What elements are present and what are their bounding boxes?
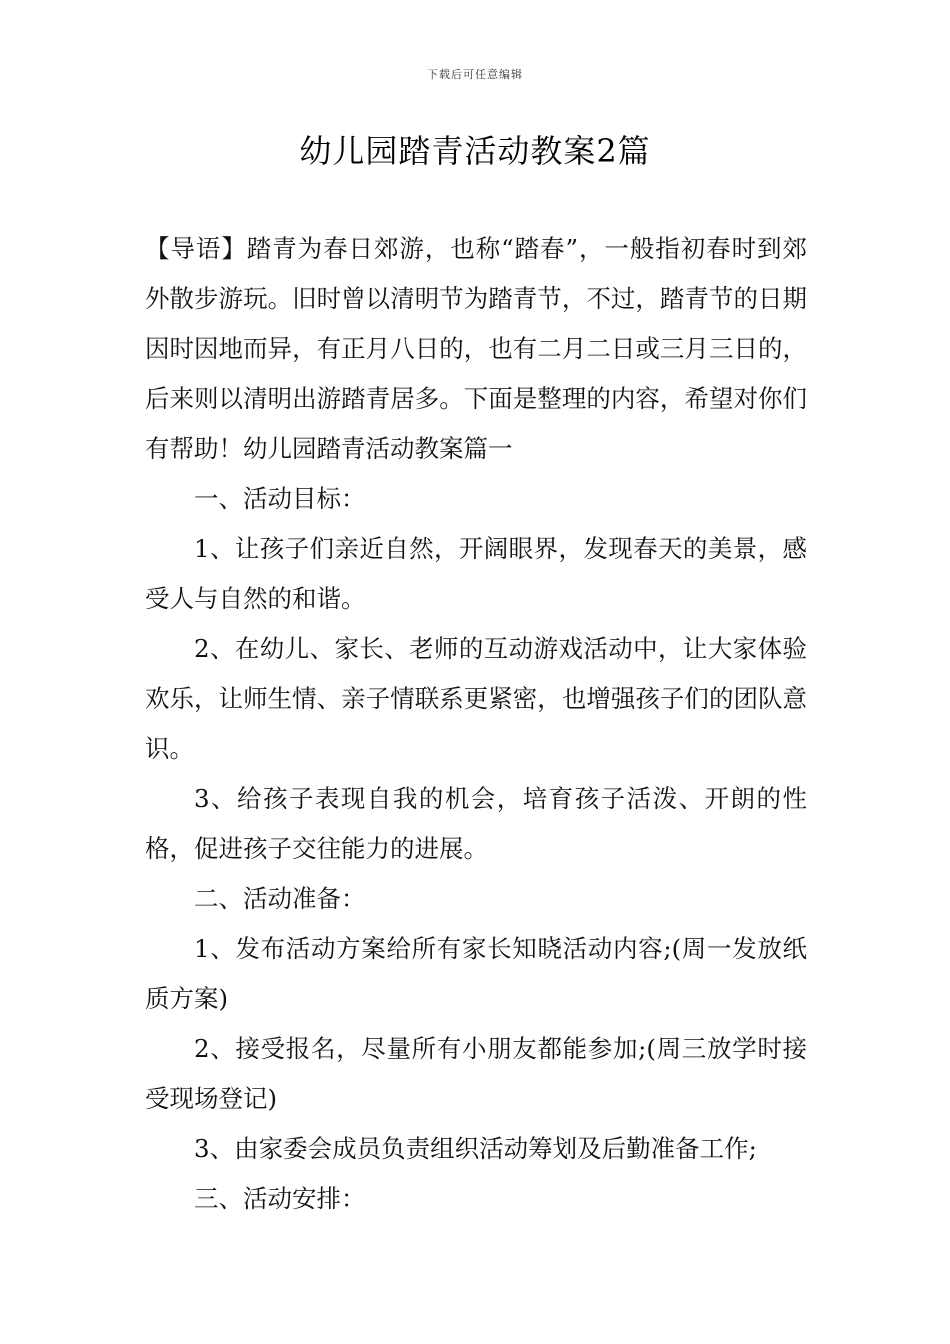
prep-item-3: 3、由家委会成员负责组织活动筹划及后勤准备工作; xyxy=(194,1134,757,1163)
goal-item-3: 3、给孩子表现自我的机会，培育孩子活泼、开朗的性格，促进孩子交往能力的进展。 xyxy=(145,784,807,863)
section-heading-preparation: 二、活动准备： xyxy=(194,884,366,913)
goal-item-2: 2、在幼儿、家长、老师的互动游戏活动中，让大家体验欢乐，让师生情、亲子情联系更紧密，也增强孩子们的团队意识。 xyxy=(145,634,807,763)
prep-item-2: 2、接受报名，尽量所有小朋友都能参加;(周三放学时接受现场登记) xyxy=(145,1034,807,1113)
intro-paragraph: 【导语】踏青为春日郊游，也称“踏春”，一般指初春时到郊外散步游玩。旧时曾以清明节为踏青节，不过，踏青节的日期因时因地而异，有正月八日的，也有二月二日或三月三日的，后来则以清明出游踏青居多。下面是整理的内容，希望对你们有帮助！幼儿园踏青活动教案篇一 xyxy=(145,234,807,463)
document-body xyxy=(145,224,807,1224)
goal-item-1: 1、让孩子们亲近自然，开阔眼界，发现春天的美景，感受人与自然的和谐。 xyxy=(145,534,807,613)
section-heading-goals: 一、活动目标： xyxy=(194,484,366,513)
prep-item-1: 1、发布活动方案给所有家长知晓活动内容;(周一发放纸质方案) xyxy=(145,934,807,1013)
document-title: 幼儿园踏青活动教案2篇 xyxy=(299,132,651,170)
header-note: 下载后可任意编辑 xyxy=(427,68,523,81)
section-heading-arrangement: 三、活动安排： xyxy=(194,1184,366,1213)
